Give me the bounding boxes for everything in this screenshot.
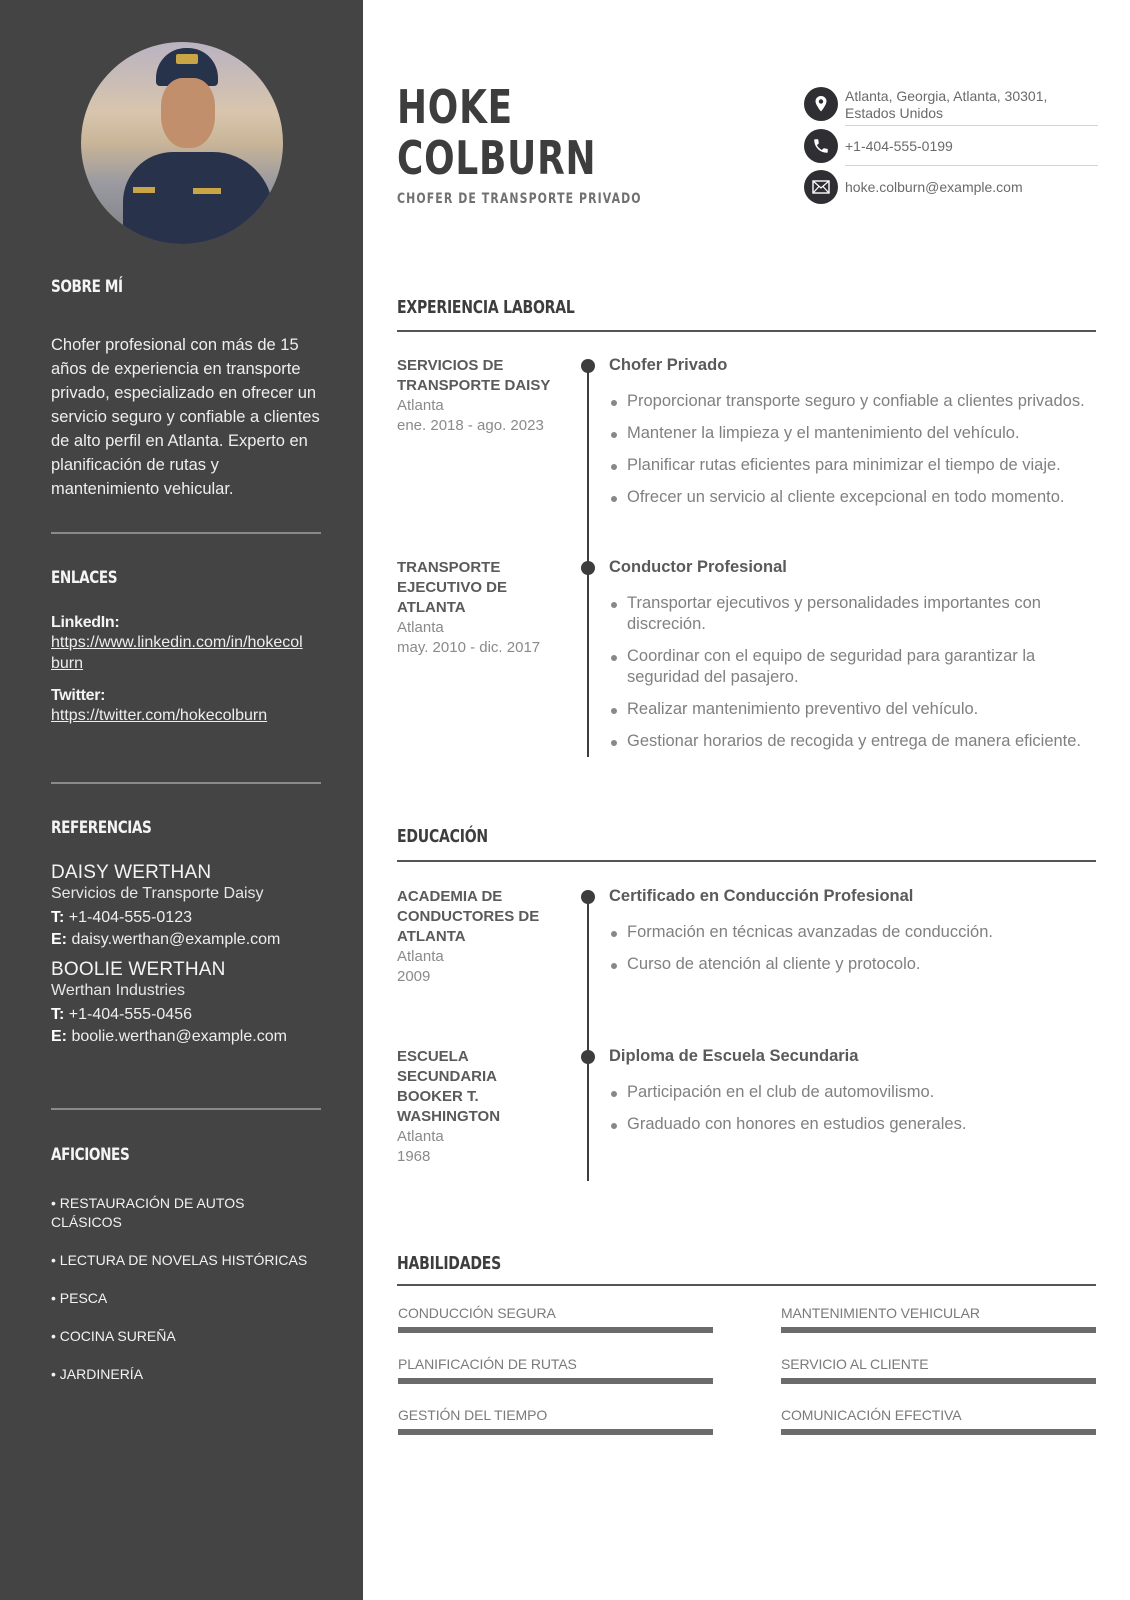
name-tag [133,187,155,193]
address-text [845,88,1047,122]
skill-item [398,1305,713,1333]
skill-label: PLANIFICACIÓN DE RUTAS [398,1356,577,1372]
skill-bar [398,1378,713,1384]
section-rule [397,860,1096,862]
reference-name: BOOLIE WERTHAN [51,959,226,980]
address-line2: Estados Unidos [845,105,944,121]
section-rule [397,1284,1096,1286]
job-dates: may. 2010 - dic. 2017 [397,639,541,656]
company-name: SERVICIOS DE TRANSPORTE DAISY [397,357,551,394]
email-value: boolie.werthan@example.com [71,1028,287,1045]
reference-email [51,1026,321,1048]
experience-role [609,356,1099,519]
school-location: Atlanta [397,948,444,965]
email-label: E: [51,931,67,948]
first-name: HOKE [397,80,513,134]
skill-item [781,1407,1096,1435]
last-name: COLBURN [397,131,597,185]
link-label: Twitter: [51,687,106,704]
timeline-dot [581,1050,595,1064]
bullet-item: Participación en el club de automovilismo. [609,1082,1099,1103]
full-name [397,82,596,184]
link-item-linkedin [51,614,321,674]
degree-title: Diploma de Escuela Secundaria [609,1047,859,1065]
about-body [51,333,321,501]
skills-title: HABILIDADES [397,1253,502,1274]
experience-role [609,558,1082,763]
bullet-item: Proporcionar transporte seguro y confiable a clientes privados. [609,391,1099,412]
degree-bullets [609,1082,1099,1135]
email-label: E: [51,1028,67,1045]
about-title: SOBRE MÍ [51,277,123,297]
bullet-item: Mantener la limpieza y el mantenimiento del vehículo. [609,423,1099,444]
face-shape [161,78,215,148]
hobby-item: • RESTAURACIÓN DE AUTOS CLÁSICOS [51,1195,245,1230]
badge-tag [193,188,221,194]
links-section [51,568,321,726]
bullet-item: Planificar rutas eficientes para minimizar el tiempo de viaje. [609,455,1099,476]
bullet-item: Gestionar horarios de recogida y entrega de manera eficiente. [609,731,1099,752]
hobbies-title: AFICIONES [51,1145,130,1165]
timeline-dot [581,561,595,575]
education-title: EDUCACIÓN [397,826,488,847]
twitter-link[interactable]: https://twitter.com/hokecolburn [51,707,268,724]
timeline-dot [581,359,595,373]
experience-org [397,356,567,436]
skill-label: CONDUCCIÓN SEGURA [398,1305,556,1321]
bullet-item: Realizar mantenimiento preventivo del vehículo. [609,699,1069,720]
links-title: ENLACES [51,568,118,588]
reference-item [51,959,321,1048]
company-location: Atlanta [397,397,444,414]
reference-company: Servicios de Transporte Daisy [51,885,264,902]
school-year: 1968 [397,1148,431,1165]
link-item-twitter [51,687,321,726]
divider [845,165,1098,166]
bullet-item: Formación en técnicas avanzadas de conducción. [609,922,1099,943]
skill-label: MANTENIMIENTO VEHICULAR [781,1305,980,1321]
education-degree [609,887,1099,986]
skill-bar [398,1429,713,1435]
school-year: 2009 [397,968,431,985]
degree-bullets [609,922,1099,975]
uniform-shape [123,152,273,244]
hobby-item: • JARDINERÍA [51,1366,144,1382]
role-bullets [609,391,1099,508]
hobby-item: • COCINA SUREÑA [51,1328,176,1344]
skill-item [781,1356,1096,1384]
school-name: ESCUELA SECUNDARIA BOOKER T. WASHINGTON [397,1048,501,1125]
skill-bar [398,1327,713,1333]
sidebar [0,0,363,1600]
company-name: TRANSPORTE EJECUTIVO DE ATLANTA [397,559,508,616]
role-title: Chofer Privado [609,356,728,374]
references-section [51,818,321,1048]
job-title: CHOFER DE TRANSPORTE PRIVADO [397,191,642,207]
hobbies-section [51,1145,321,1403]
reference-email [51,929,321,951]
bullet-item: Graduado con honores en estudios generales. [609,1114,1099,1135]
school-location: Atlanta [397,1128,444,1145]
about-section [51,277,321,297]
link-label: LinkedIn: [51,614,120,631]
divider [51,532,321,534]
skill-label: COMUNICACIÓN EFECTIVA [781,1407,962,1423]
address-line1: Atlanta, Georgia, Atlanta, 30301, [845,88,1048,104]
skill-item [398,1407,713,1435]
divider [51,1108,321,1110]
hobby-item: • LECTURA DE NOVELAS HISTÓRICAS [51,1252,308,1268]
location-pin-icon [804,87,838,121]
bullet-item: Transportar ejecutivos y personalidades importantes con discreción. [609,593,1069,635]
skill-bar [781,1327,1096,1333]
skill-label: GESTIÓN DEL TIEMPO [398,1407,548,1423]
skill-label: SERVICIO AL CLIENTE [781,1356,929,1372]
phone-icon [804,129,838,163]
experience-title: EXPERIENCIA LABORAL [397,297,575,318]
timeline-dot [581,890,595,904]
phone-value: +1-404-555-0456 [68,1006,192,1023]
timeline-line [587,895,589,1181]
role-bullets [609,593,1082,752]
skill-item [781,1305,1096,1333]
education-org [397,887,567,987]
section-rule [397,330,1096,332]
degree-title: Certificado en Conducción Profesional [609,887,914,905]
about-text: Chofer profesional con más de 15 años de experiencia en transporte privado, especializado en ofrecer un servicio seguro y confiable a clientes de alto perfil en Atlanta. Experto en planificación de rutas y mantenimiento vehicular. [51,336,320,498]
divider [51,782,321,784]
experience-org [397,558,567,658]
skill-bar [781,1429,1096,1435]
profile-photo [81,42,283,244]
phone-text: +1-404-555-0199 [845,138,953,154]
reference-company: Werthan Industries [51,982,185,999]
school-name: ACADEMIA DE CONDUCTORES DE ATLANTA [397,888,540,945]
linkedin-link[interactable]: https://www.linkedin.com/in/hokecolburn [51,634,303,672]
reference-phone [51,907,321,929]
company-location: Atlanta [397,619,444,636]
mail-icon [804,170,838,204]
phone-label: T: [51,1006,65,1023]
education-org [397,1047,567,1167]
job-dates: ene. 2018 - ago. 2023 [397,417,544,434]
reference-item [51,862,321,951]
cap-badge [176,54,198,64]
reference-name: DAISY WERTHAN [51,862,212,883]
bullet-item: Ofrecer un servicio al cliente excepcional en todo momento. [609,487,1099,508]
email-text: hoke.colburn@example.com [845,179,1023,195]
phone-value: +1-404-555-0123 [68,909,192,926]
hobbies-list-cont [51,1251,321,1384]
education-degree [609,1047,1099,1146]
bullet-item: Curso de atención al cliente y protocolo. [609,954,1099,975]
references-title: REFERENCIAS [51,818,152,838]
hobbies-list [51,1194,261,1232]
reference-phone [51,1004,321,1026]
role-title: Conductor Profesional [609,558,787,576]
skill-bar [781,1378,1096,1384]
bullet-item: Coordinar con el equipo de seguridad para garantizar la seguridad del pasajero. [609,646,1069,688]
skill-item [398,1356,713,1384]
phone-label: T: [51,909,65,926]
hobby-item: • PESCA [51,1290,108,1306]
email-value: daisy.werthan@example.com [71,931,281,948]
divider [845,125,1098,126]
